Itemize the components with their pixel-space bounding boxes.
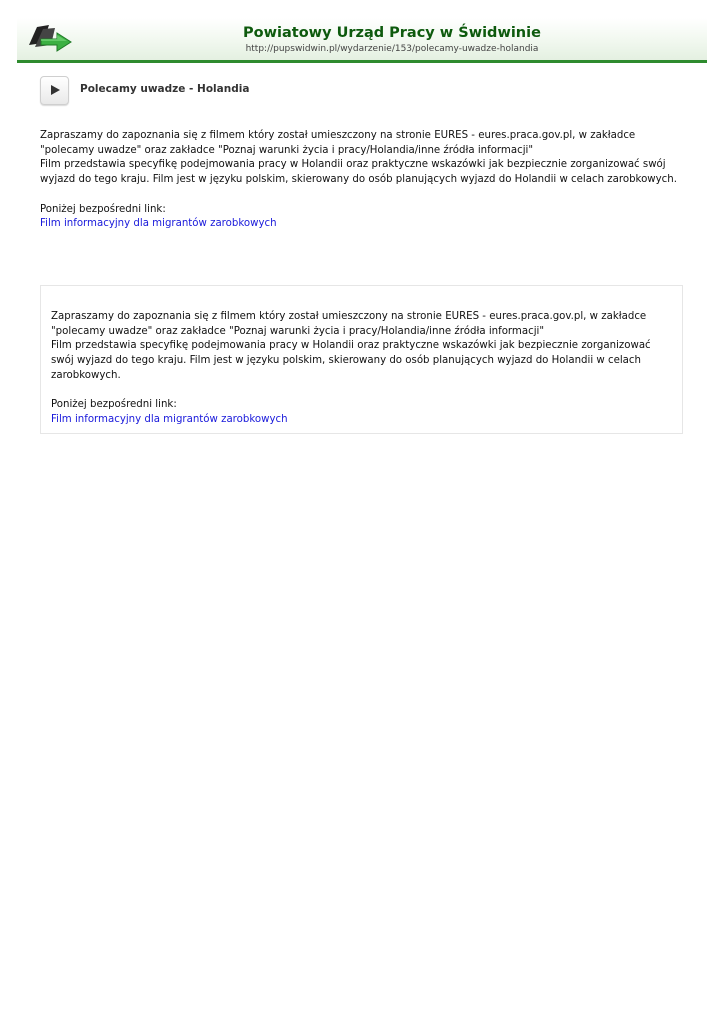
link-intro: Poniżej bezpośredni link: — [40, 203, 166, 215]
article-title: Polecamy uwadze - Holandia — [80, 83, 250, 95]
box-paragraph-1: Zapraszamy do zapoznania się z filmem który został umieszczony na stronie EURES - eures.praca.gov.pl, w zakładce "polecamy uwadze" oraz zakładce "Poznaj warunki życia i pracy/Holandia/inne źródła informacji" — [51, 311, 647, 337]
site-title: Powiatowy Urząd Pracy w Świdwinie — [243, 25, 541, 41]
article-paragraph-2: Film przedstawia specyfikę podejmowania pracy w Holandii oraz praktyczne wskazówki jak bezpiecznie zorganizować swój wyjazd do tego kraju. Film jest w języku polskim, skierowany do osób planujących wyjazd do Holandii w celach zarobkowych. — [40, 159, 677, 186]
article-header — [40, 76, 680, 106]
film-link[interactable]: Film informacyjny dla migrantów zarobkowych — [40, 218, 277, 230]
box-paragraph-2: Film przedstawia specyfikę podejmowania pracy w Holandii oraz praktyczne wskazówki jak bezpiecznie zorganizować swój wyjazd do tego kraju. Film jest w języku polskim, skierowany do osób planujących wyjazd do Holandii w celach zarobkowych. — [51, 340, 651, 381]
page-url: http://pupswidwin.pl/wydarzenie/153/polecamy-uwadze-holandia — [245, 44, 539, 54]
content-box — [40, 285, 683, 434]
page-header — [17, 18, 707, 63]
play-button[interactable] — [40, 76, 69, 105]
article-paragraph-1: Zapraszamy do zapoznania się z filmem który został umieszczony na stronie EURES - eures.praca.gov.pl, w zakładce "polecamy uwadze" oraz zakładce "Poznaj warunki życia i pracy/Holandia/inne źródła informacji" — [40, 130, 636, 156]
article-body — [40, 129, 690, 232]
box-body — [51, 310, 676, 428]
box-film-link[interactable]: Film informacyjny dla migrantów zarobkowych — [51, 413, 288, 425]
box-link-intro: Poniżej bezpośredni link: — [51, 399, 177, 411]
play-icon — [48, 83, 62, 97]
